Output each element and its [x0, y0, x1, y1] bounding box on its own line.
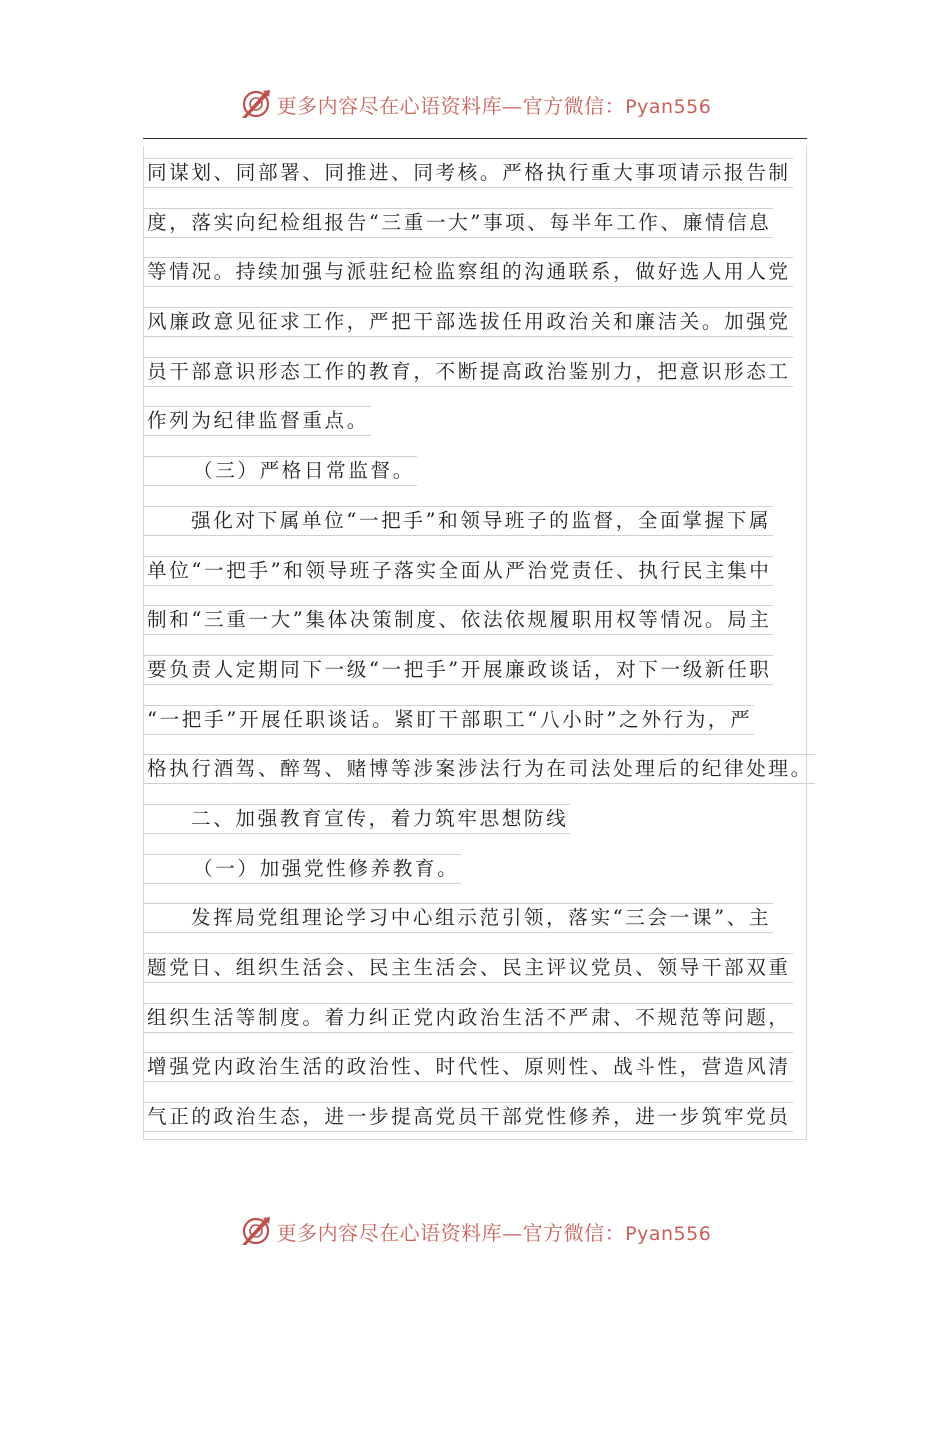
text-line: 格执行酒驾、醉驾、赌博等涉案涉法行为在司法处理后的纪律处理。: [143, 742, 903, 792]
text-line: “一把手”开展任职谈话。紧盯干部职工“八小时”之外行为，严: [143, 693, 903, 743]
footer-banner: [0, 1211, 950, 1251]
chapter-heading: 二、加强教育宣传，着力筑牢思想防线: [143, 792, 903, 842]
text-line: 要负责人定期同下一级“一把手”开展廉政谈话，对下一级新任职: [143, 643, 903, 693]
section-heading: （三）严格日常监督。: [143, 444, 903, 494]
text-line: 作列为纪律监督重点。: [143, 394, 903, 444]
footer-banner-text: [277, 1217, 712, 1246]
text-line: 发挥局党组理论学习中心组示范引领，落实“三会一课”、主: [143, 891, 903, 941]
section-heading: （一）加强党性修养教育。: [143, 842, 903, 892]
text-line: 增强党内政治生活的政治性、时代性、原则性、战斗性，营造风清: [143, 1040, 903, 1090]
text-line: 度，落实向纪检组报告“三重一大”事项、每半年工作、廉情信息: [143, 196, 903, 246]
header-banner-id: Pyan556: [625, 95, 712, 118]
header-banner: [0, 84, 950, 124]
text-line: 等情况。持续加强与派驻纪检监察组的沟通联系，做好选人用人党: [143, 245, 903, 295]
header-rule: [143, 138, 807, 139]
header-banner-cn: 更多内容尽在心语资料库—官方微信：: [276, 93, 626, 118]
text-line: 制和“三重一大”集体决策制度、依法依规履职用权等情况。局主: [143, 593, 903, 643]
text-line: 气正的政治生态，进一步提高党员干部党性修养，进一步筑牢党员: [143, 1090, 903, 1140]
quill-logo-icon: [239, 1214, 273, 1248]
text-line: 题党日、组织生活会、民主生活会、民主评议党员、领导干部双重: [143, 941, 903, 991]
text-line: 单位“一把手”和领导班子落实全面从严治党责任、执行民主集中: [143, 544, 903, 594]
text-line: 组织生活等制度。着力纠正党内政治生活不严肃、不规范等问题，: [143, 991, 903, 1041]
text-lines: [143, 146, 903, 1140]
text-line: 员干部意识形态工作的教育，不断提高政治鉴别力，把意识形态工: [143, 345, 903, 395]
text-line: 同谋划、同部署、同推进、同考核。严格执行重大事项请示报告制: [143, 146, 903, 196]
footer-banner-cn: 更多内容尽在心语资料库—官方微信：: [276, 1220, 626, 1245]
text-line: 强化对下属单位“一把手”和领导班子的监督，全面掌握下属: [143, 494, 903, 544]
footer-banner-id: Pyan556: [625, 1222, 712, 1245]
text-line: 风廉政意见征求工作，严把干部选拔任用政治关和廉洁关。加强党: [143, 295, 903, 345]
header-banner-text: [277, 90, 712, 119]
quill-logo-icon: [239, 87, 273, 121]
